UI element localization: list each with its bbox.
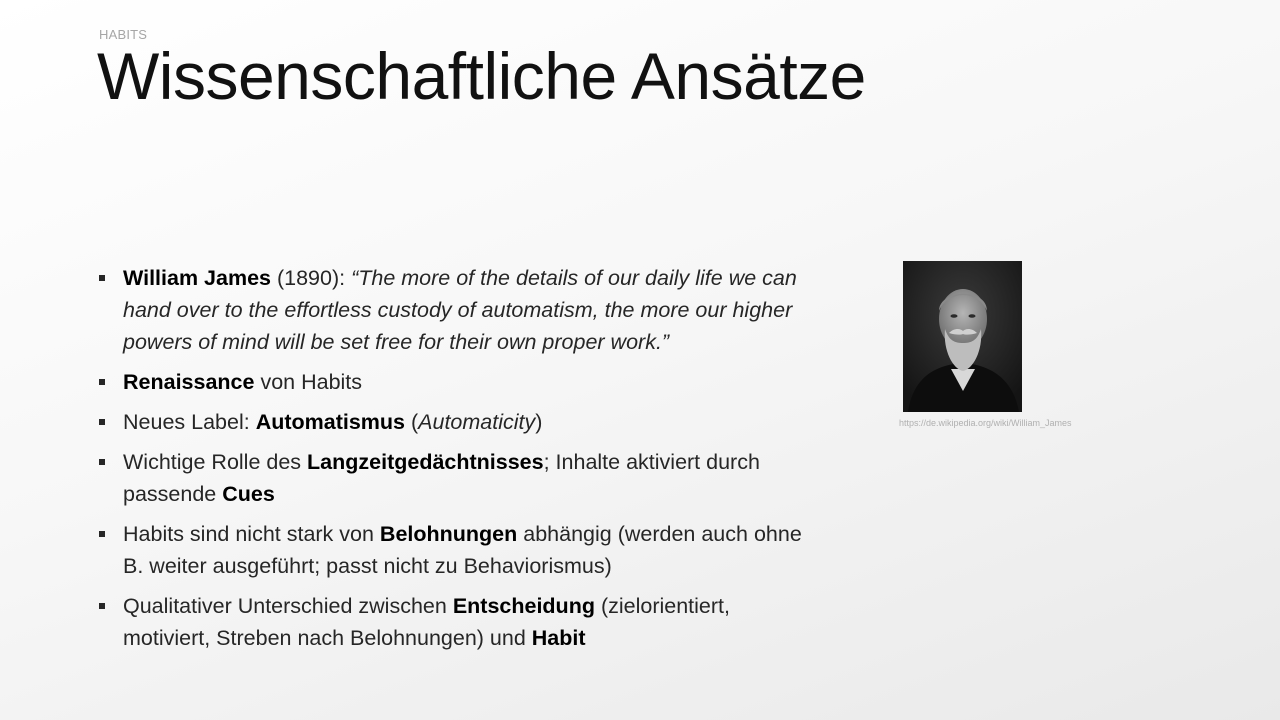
bullet-marker-icon	[99, 379, 105, 385]
bullet-3-suffix: )	[535, 410, 543, 434]
bullet-5-prefix: Habits sind nicht stark von	[123, 522, 380, 546]
bullet-marker-icon	[99, 419, 105, 425]
bullet-1-year: (1890):	[271, 266, 352, 290]
bullet-decision-vs-habit	[98, 590, 818, 654]
bullet-4-prefix: Wichtige Rolle des	[123, 450, 308, 474]
bullet-new-label	[98, 406, 818, 438]
bullet-long-term-memory	[98, 446, 818, 510]
bullet-3-mid: (	[405, 410, 419, 434]
bullet-marker-icon	[99, 275, 105, 281]
bullet-3-prefix: Neues Label:	[123, 410, 256, 434]
image-credit: https://de.wikipedia.org/wiki/William_James	[899, 418, 1072, 428]
bullet-1-name: William James	[123, 266, 271, 290]
bullet-6-bold2: Habit	[531, 626, 586, 650]
bullet-6-prefix: Qualitativer Unterschied zwischen	[123, 594, 453, 618]
bullet-marker-icon	[99, 459, 105, 465]
bullet-5-rest: abhängig (werden auch ohne B. weiter ausgeführt; passt nicht zu Behaviorismus)	[123, 522, 802, 578]
bullet-marker-icon	[99, 531, 105, 537]
bullet-6-bold: Entscheidung	[452, 594, 595, 618]
bullet-4-mid: ; Inhalte aktiviert durch passende	[123, 450, 760, 506]
bullet-3-bold: Automatismus	[255, 410, 406, 434]
portrait-photo-icon	[903, 261, 1022, 412]
bullet-4-bold: Langzeitgedächtnisses	[307, 450, 544, 474]
bullet-3-italic: Automaticity	[418, 410, 536, 434]
bullet-4-bold2: Cues	[222, 482, 275, 506]
slide-title: Wissenschaftliche Ansätze	[97, 39, 866, 113]
bullet-2-bold: Renaissance	[123, 370, 255, 394]
bullet-list	[98, 262, 818, 662]
bullet-renaissance	[98, 366, 818, 398]
bullet-rewards	[98, 518, 818, 582]
bullet-6-mid: (zielorientiert, motiviert, Streben nach Belohnungen) und	[123, 594, 730, 650]
bullet-5-bold: Belohnungen	[379, 522, 518, 546]
bullet-william-james	[98, 262, 818, 358]
bullet-2-rest: von Habits	[254, 370, 363, 394]
bullet-1-quote: “The more of the details of our daily life we can hand over to the effortless custody of automatism, the more our higher powers of mind will be set free for their own proper work.”	[123, 266, 797, 354]
bullet-marker-icon	[99, 603, 105, 609]
section-label: HABITS	[99, 27, 148, 42]
